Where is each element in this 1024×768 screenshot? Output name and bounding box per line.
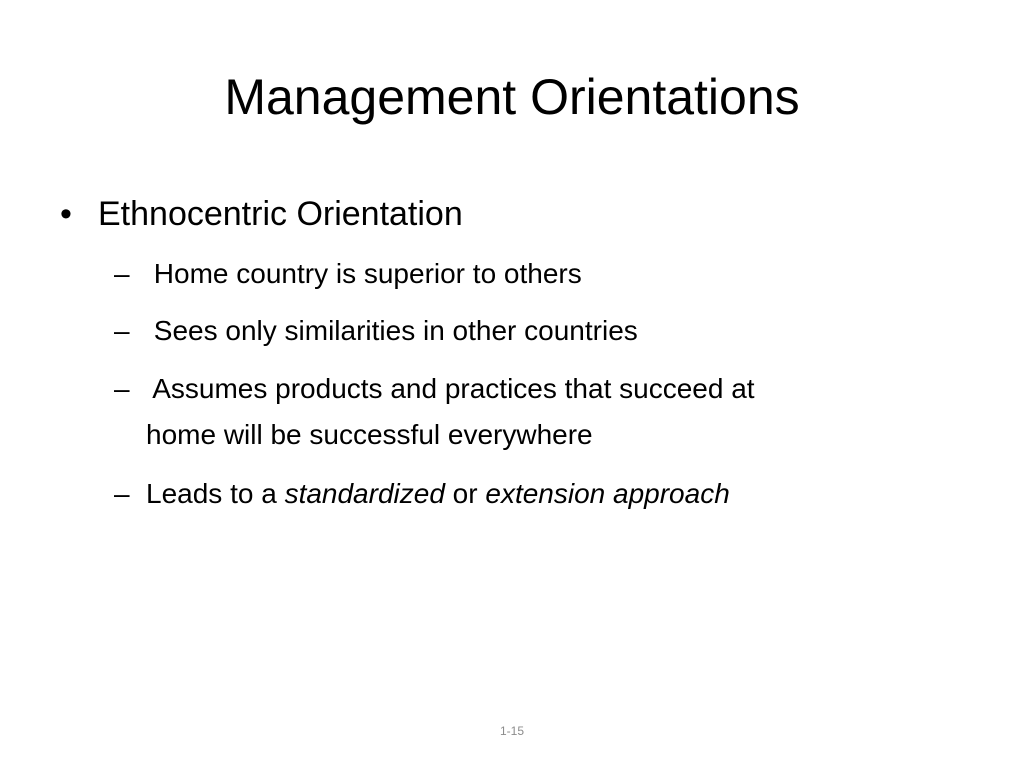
sub-item-assumes-products [114,366,755,458]
emphasis-standardized: standardized [284,478,445,509]
sub-item-text: Home country is superior to others [146,258,582,289]
leads-middle: or [444,478,486,509]
sub-item-text: Sees only similarities in other countries [146,315,638,346]
dash-mark: – [114,258,130,289]
emphasis-extension-approach: extension approach [485,478,730,509]
bullet-mark: • [60,195,72,233]
bullet-ethnocentric [60,192,463,236]
sub-item-text-line2: home will be successful everywhere [146,419,593,450]
dash-mark: – [114,373,130,404]
slide-title: Management Orientations [224,69,800,125]
dash-mark: – [114,315,130,346]
sub-item-similarities [114,308,638,354]
sub-item-leads-to [114,471,730,517]
dash-mark: – [114,478,130,509]
sub-item-text-line1: Assumes products and practices that succeed at [146,373,755,404]
leads-prefix: Leads to a [146,478,285,509]
sub-item-home-country [114,251,582,297]
page-number: 1-15 [499,724,525,738]
bullet-label: Ethnocentric Orientation [98,195,463,233]
